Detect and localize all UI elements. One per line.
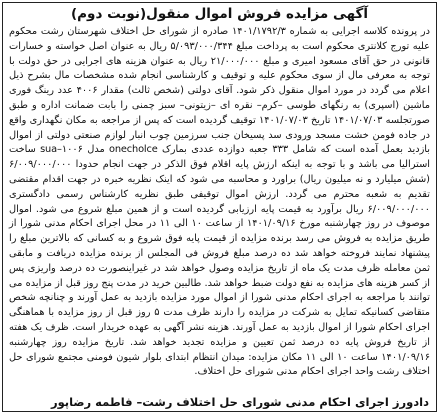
notice-title: آگهی مزایده فروش اموال منقول(نوبت دوم) (70, 6, 369, 22)
notice-body: در پرونده کلاسه اجرایی به شماره ۱۴۰۱/۱۷۹۲/۳ صادره از شورای حل اختلاف شهرستان رشت محکوم علیه تورج کلانتری محکوم است به پرداخت مبلغ ۵/۰۹۳/۰۰۰/۳۴۴ ریال به عنوان اصل خواسته و خسارات قانونی در حق آقای مسعود امیری و مبلغ ۲۱/۰۰۰/۰۰۰ ریال به عنوان هزینه های اجرایی در حق دولت با توجه به معرفی مال از سوی محکوم علیه و توقیف و کارشناسی انجام شده مشخصات مال بشرح ذیل اعلام می گردد در مورد اموال منقول ذکر شود. آقای دولتی (شخص ثالث) مقدار ۴۰۰۶ عدد رینگ فوری ماشین (اسپری) به رنگهای طوسی –کرم– نقره ای –زیتونی– سبز چمنی را بابت ضمانت اداره و طبق صورتجلسه ۱۴۰۱/۰۷/۰۳ تاریخ ۱۴۰۱/۰۷/۰۳ توقیف گردیده است که پس از مراجعه به مکان نگهداری واقع در جاده فومن خشت مسجد ورودی سد پسیخان جنب سرزمین چوب انبار لوازم صنعتی دولتی از اموال بازدید بعمل آمده است که شامل ۳۳۳ جعبه دوازده عددی بمارک onecholce مدل ۱۰۰۶–sua ساخت استرالیا می باشد و با توجه به اینکه ارزش پایه اقلام فوق الذکر در جهت انجام حدودا ۶/۰۰۹/۰۰۰/۰۰۰ (شش میلیارد و نه میلیون ریال) براورد و محاسبه می شود که اینک نظریه خبره در جهت اقدام مقتضی تقدیم به شعبه محترم می گردد. ارزش اموال توقیفی طبق نظریه کارشناس رسمی دادگستری ۶/۰۰۹/۰۰۰/۰۰۰ ریال برآورد به قیمت پایه ارزیابی گردیده است و از همین مبلغ شروع می شود. اموال موصوف در روز چهارشنبه مورخ ۱۴۰۱/۰۹/۱۶ از ساعت ۱۰ الی ۱۱ در محل اجرای احکام مدنی شورا از طریق مزایده به فروش می رسد برنده مزایده از قیمت پایه فوق شروع و به کسانی که بالاترین مبلغ را پیشنهاد نمایند فروخته خواهد شد ده درصد مبلغ فروش فی المجلس از برنده مزایده دریافت و مابقی ثمن معامله ظرف مدت یک ماه از تاریخ مزایده وصول خواهد شد در غیراینصورت ده درصد واریزی پس از کسر هزینه های مزایده به نفع دولت ضبط خواهد شد. طالبین خرید در مدت پنج روز قبل از مزایده می توانند با مراجعه به اجرای احکام مدنی شورا از اموال مورد مزایده بازدید به عمل آورند و چنانچه شخص متقاضی کسانیکه تمایل به شرکت در مزایده را دارند ظرف مدت ۵ روز قبل از روز مزایده با هماهنگی اجرای احکام شورا از اموال بازدید به عمل آورند. هزینه نشر آگهی به عهده خریدار است. ظرف یک هفته از تاریخ فروش پایه ده درصد ثمن تعیین و مزایده تجدید خواهد شد. تاریخ مزایده روز چهارشنبه ۱۴۰۱/۰۹/۱۶ ساعت ۱۰ الی ۱۱ مکان مزایده: میدان انتظام ابتدای بلوار شیون فومنی مجتمع شورای حل اختلاف رشت واحد اجرای احکام مدنی شورای حل اختلاف. (9, 26, 431, 378)
notice-signature: دادورز اجرای احکام مدنی شورای حل اختلاف رشت– فاطمه رضاپور (50, 395, 429, 409)
